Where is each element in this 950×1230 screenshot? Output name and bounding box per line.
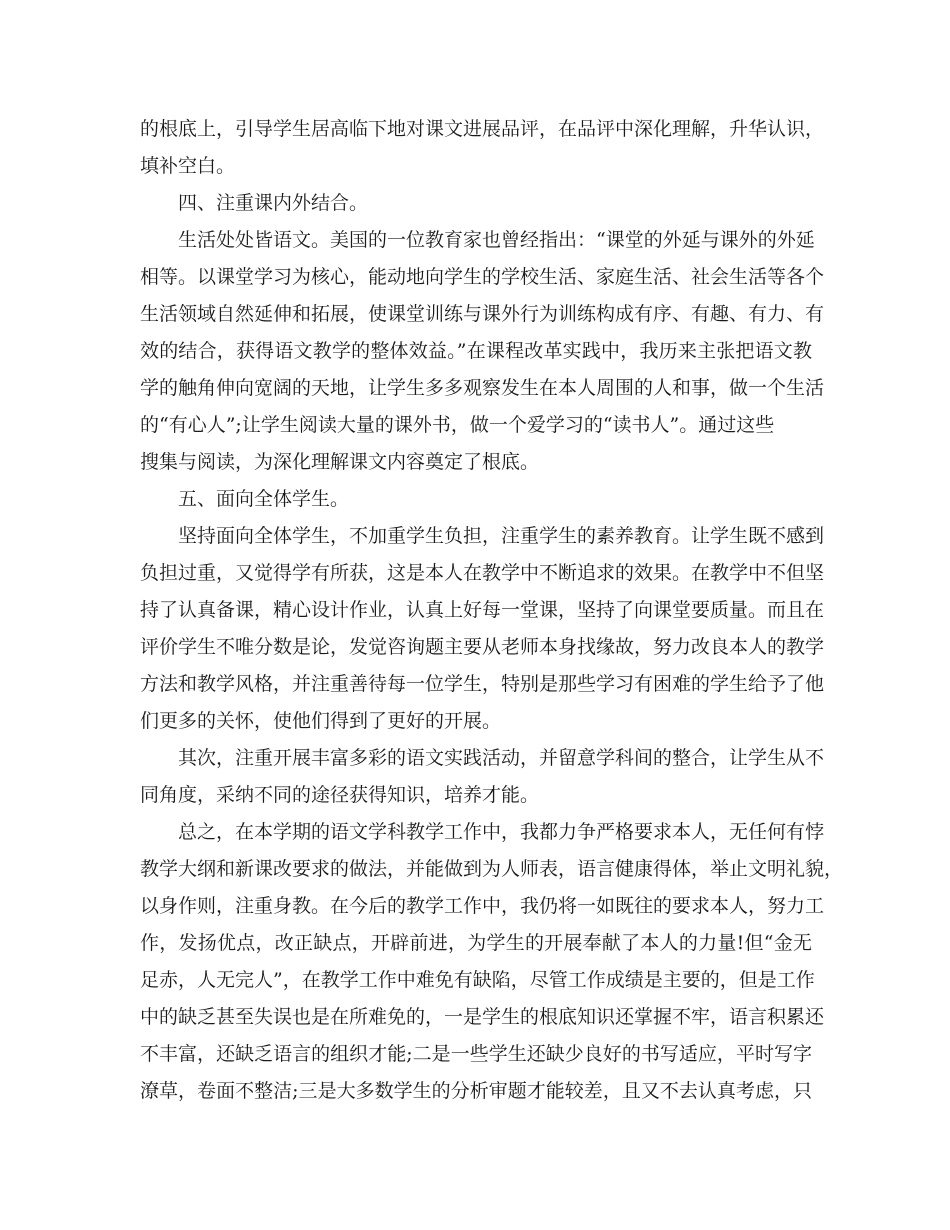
text-line: 其次，注重开展丰富多彩的语文实践活动，并留意学科间的整合，让学生从不 [178, 747, 825, 769]
text-line: 潦草，卷面不整洁;三是大多数学生的分析审题才能较差，且又不去认真考虑，只 [140, 1080, 812, 1102]
text-line: 的根底上，引导学生居高临下地对课文进展品评，在品评中深化理解，升华认识， [140, 118, 825, 140]
text-line: 生活处处皆语文。美国的一位教育家也曾经指出：“课堂的外延与课外的外延 [178, 229, 815, 251]
text-line: 不丰富，还缺乏语言的组织才能;二是一些学生还缺少良好的书写适应，平时写字 [140, 1043, 812, 1065]
text-line: 四、注重课内外结合。 [178, 192, 369, 214]
text-line: 生活领域自然延伸和拓展，使课堂训练与课外行为训练构成有序、有趣、有力、有 [140, 303, 825, 325]
text-line: 坚持面向全体学生，不加重学生负担，注重学生的素养教育。让学生既不感到 [178, 525, 825, 547]
text-line: 同角度，采纳不同的途径获得知识，培养才能。 [140, 784, 540, 806]
text-line: 教学大纲和新课改要求的做法，并能做到为人师表，语言健康得体，举止文明礼貌， [140, 858, 844, 880]
text-line: 的“有心人”;让学生阅读大量的课外书，做一个爱学习的“读书人”。通过这些 [140, 414, 775, 436]
text-line: 评价学生不唯分数是论，发觉咨询题主要从老师本身找缘故，努力改良本人的教学 [140, 636, 825, 658]
text-line: 中的缺乏甚至失误也是在所难免的，一是学生的根底知识还掌握不牢，语言积累还 [140, 1006, 825, 1028]
text-line: 作，发扬优点，改正缺点，开辟前进，为学生的开展奉献了本人的力量!但“金无 [140, 932, 812, 954]
text-line: 足赤，人无完人”，在教学工作中难免有缺陷，尽管工作成绩是主要的，但是工作 [140, 969, 815, 991]
text-line: 持了认真备课，精心设计作业，认真上好每一堂课，坚持了向课堂要质量。而且在 [140, 599, 825, 621]
text-line: 总之，在本学期的语文学科教学工作中，我都力争严格要求本人，无任何有悖 [178, 821, 825, 843]
text-line: 们更多的关怀，使他们得到了更好的开展。 [140, 710, 502, 732]
text-line: 相等。以课堂学习为核心，能动地向学生的学校生活、家庭生活、社会生活等各个 [140, 266, 825, 288]
text-line: 五、面向全体学生。 [178, 488, 350, 510]
text-line: 搜集与阅读，为深化理解课文内容奠定了根底。 [140, 451, 540, 473]
text-line: 负担过重，又觉得学有所获，这是本人在教学中不断追求的效果。在教学中不但坚 [140, 562, 825, 584]
text-line: 学的触角伸向宽阔的天地，让学生多多观察发生在本人周围的人和事，做一个生活 [140, 377, 825, 399]
document-body [140, 111, 844, 1110]
text-line: 效的结合，获得语文教学的整体效益。”在课程改革实践中，我历来主张把语文教 [140, 340, 812, 362]
text-line: 方法和教学风格，并注重善待每一位学生，特别是那些学习有困难的学生给予了他 [140, 673, 825, 695]
text-line: 填补空白。 [140, 155, 236, 177]
text-line: 以身作则，注重身教。在今后的教学工作中，我仍将一如既往的要求本人，努力工 [140, 895, 825, 917]
